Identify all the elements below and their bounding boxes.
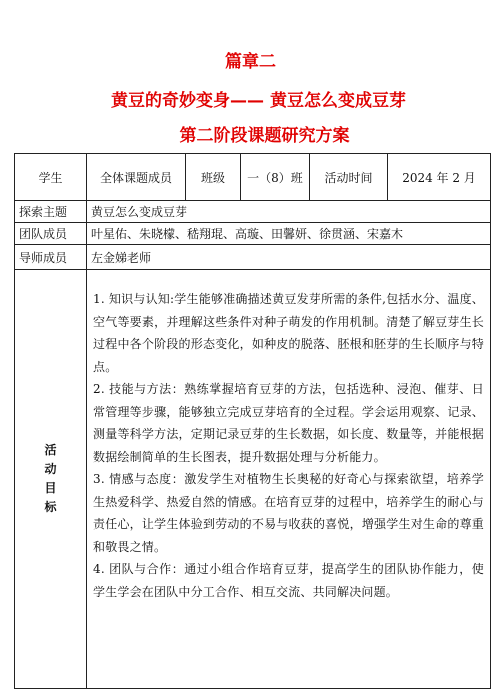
- team-value: 叶星佑、朱晓檬、嵇翔琨、高璇、田馨妍、徐贯涵、宋嘉木: [87, 223, 491, 245]
- mentor-label: 导师成员: [15, 245, 87, 270]
- table-row: [15, 270, 491, 689]
- goal-item: 3. 情感与态度：激发学生对植物生长奥秘的好奇心与探索欲望，培养学生热爱科学、热爱自然的情感。在培育豆芽的过程中，培养学生的耐心与责任心，让学生体验到劳动的不易与收获的喜悦，增强学生对生命的尊重和敬畏之情。: [93, 472, 484, 554]
- time-label: 活动时间: [310, 154, 388, 201]
- time-value: 2024 年 2 月: [388, 154, 491, 201]
- goal-item: 1. 知识与认知:学生能够准确描述黄豆发芽所需的条件,包括水分、温度、空气等要素，并理解这些条件对种子萌发的作用机制。清楚了解豆芽生长过程中各个阶段的形态变化，如种皮的脱落、胚根和胚芽的生长顺序与特点。: [93, 292, 484, 374]
- class-value: 一（8）班: [241, 154, 310, 201]
- mentor-value: 左金娣老师: [87, 245, 491, 270]
- chapter-heading: 篇章二: [225, 52, 276, 72]
- goals-label-char: 活: [44, 443, 57, 457]
- page-subtitle: 第二阶段课题研究方案: [179, 126, 350, 146]
- student-value: 全体课题成员: [87, 154, 186, 201]
- table-row: [15, 223, 491, 245]
- goal-item: 4. 团队与合作：通过小组合作培育豆芽，提高学生的团队协作能力，使学生学会在团队中分工合作、相互交流、共同解决问题。: [93, 562, 484, 599]
- topic-label: 探索主题: [15, 201, 87, 223]
- goals-content: [87, 270, 491, 689]
- table-row: [15, 245, 491, 270]
- goals-label-char: 动: [44, 462, 57, 476]
- topic-value: 黄豆怎么变成豆芽: [87, 201, 491, 223]
- goals-label-char: 标: [44, 500, 57, 514]
- goals-label: [15, 270, 87, 689]
- student-label: 学生: [15, 154, 87, 201]
- plan-table: [14, 153, 491, 689]
- class-label: 班级: [186, 154, 241, 201]
- goal-item: 2. 技能与方法：熟练掌握培育豆芽的方法，包括选种、浸泡、催芽、日常管理等步骤，能够独立完成豆芽培育的全过程。学会运用观察、记录、测量等科学方法，定期记录豆芽的生长数据，如长度、数量等，并能根据数据绘制简单的生长图表，提升数据处理与分析能力。: [93, 382, 484, 464]
- team-label: 团队成员: [15, 223, 87, 245]
- goals-label-char: 目: [44, 481, 57, 495]
- page-title: 黄豆的奇妙变身—— 黄豆怎么变成豆芽: [111, 91, 406, 111]
- table-row: [15, 154, 491, 201]
- table-row: [15, 201, 491, 223]
